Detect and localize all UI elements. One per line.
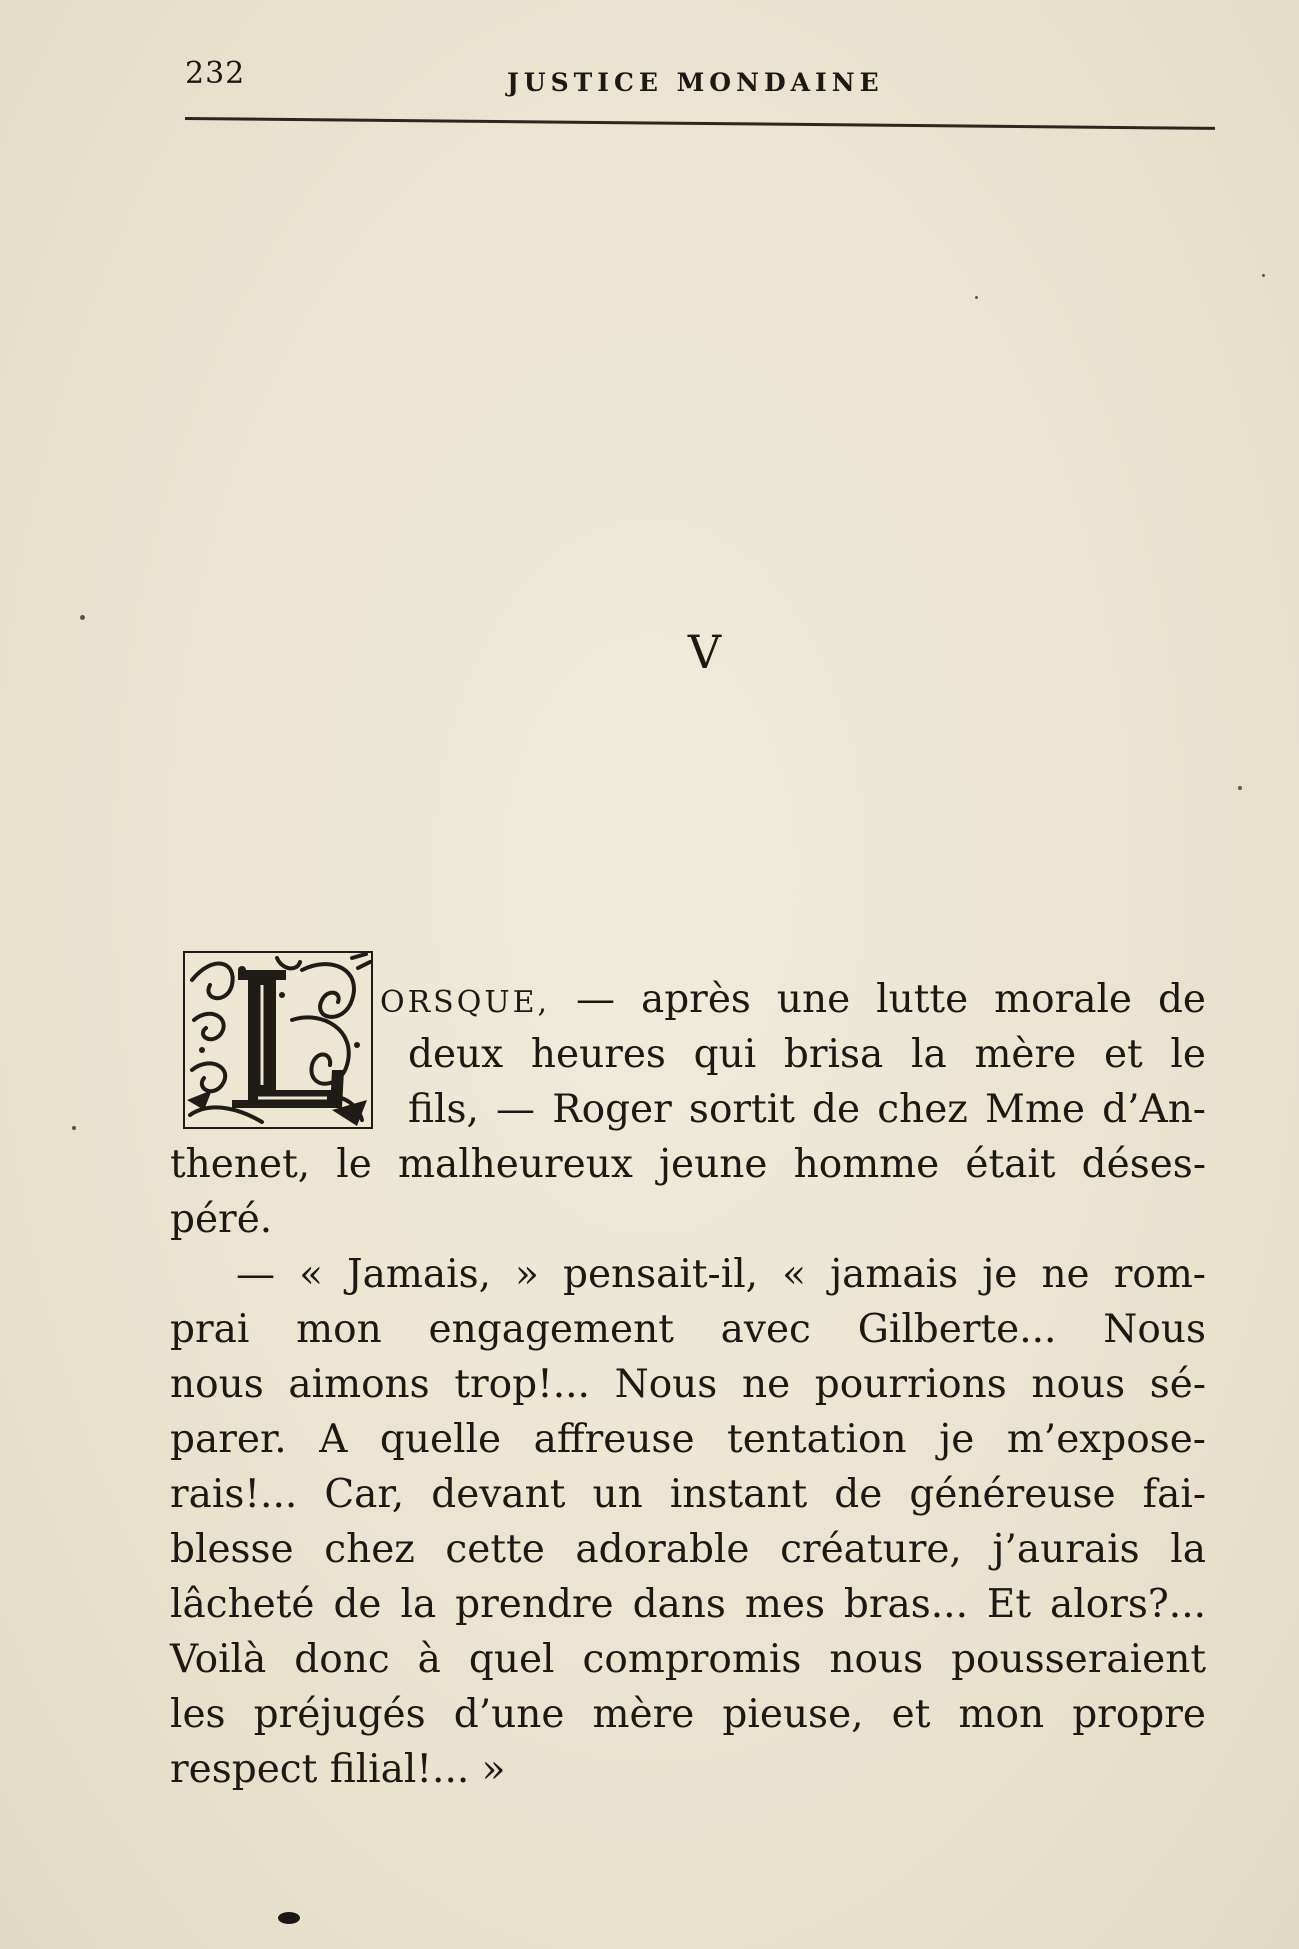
text-line: rais!... Car, devant un instant de généreuse fai-	[170, 1472, 1206, 1517]
ink-blot	[278, 1912, 300, 1924]
text-line: — « Jamais, » pensait-il, « jamais je ne rom-	[236, 1252, 1206, 1297]
paper-speck	[1238, 786, 1242, 790]
body-text	[170, 972, 1206, 1797]
text-line: parer. A quelle affreuse tentation je m’expose-	[170, 1417, 1206, 1462]
text-line: Voilà donc à quel compromis nous pousseraient	[170, 1637, 1206, 1682]
paper-speck	[1262, 274, 1265, 277]
text-line: péré.	[170, 1197, 273, 1242]
paper-speck	[80, 615, 85, 620]
text-line: thenet, le malheureux jeune homme était déses-	[170, 1142, 1206, 1187]
text-line: deux heures qui brisa la mère et le	[408, 1032, 1206, 1077]
text-line: respect filial!... »	[170, 1747, 506, 1792]
page-number: 232	[185, 56, 246, 91]
text-line: fils, — Roger sortit de chez Mme d’An-	[408, 1087, 1206, 1132]
text-line: nous aimons trop!... Nous ne pourrions nous sé-	[170, 1362, 1206, 1407]
opening-smallcaps: ORSQUE,	[380, 985, 551, 1020]
text-line: ORSQUE, — après une lutte morale de	[380, 977, 1206, 1022]
running-title: JUSTICE MONDAINE	[507, 68, 884, 97]
text-line: blesse chez cette adorable créature, j’aurais la	[170, 1527, 1206, 1572]
page-header	[185, 52, 1215, 112]
text-line: lâcheté de la prendre dans mes bras... Et alors?...	[170, 1582, 1206, 1627]
paper-speck	[975, 296, 978, 299]
text-line: les préjugés d’une mère pieuse, et mon propre	[170, 1692, 1206, 1737]
text-line: prai mon engagement avec Gilberte... Nous	[170, 1307, 1206, 1352]
header-rule	[185, 117, 1215, 130]
paper-speck	[72, 1126, 76, 1130]
chapter-number: V	[687, 625, 722, 679]
